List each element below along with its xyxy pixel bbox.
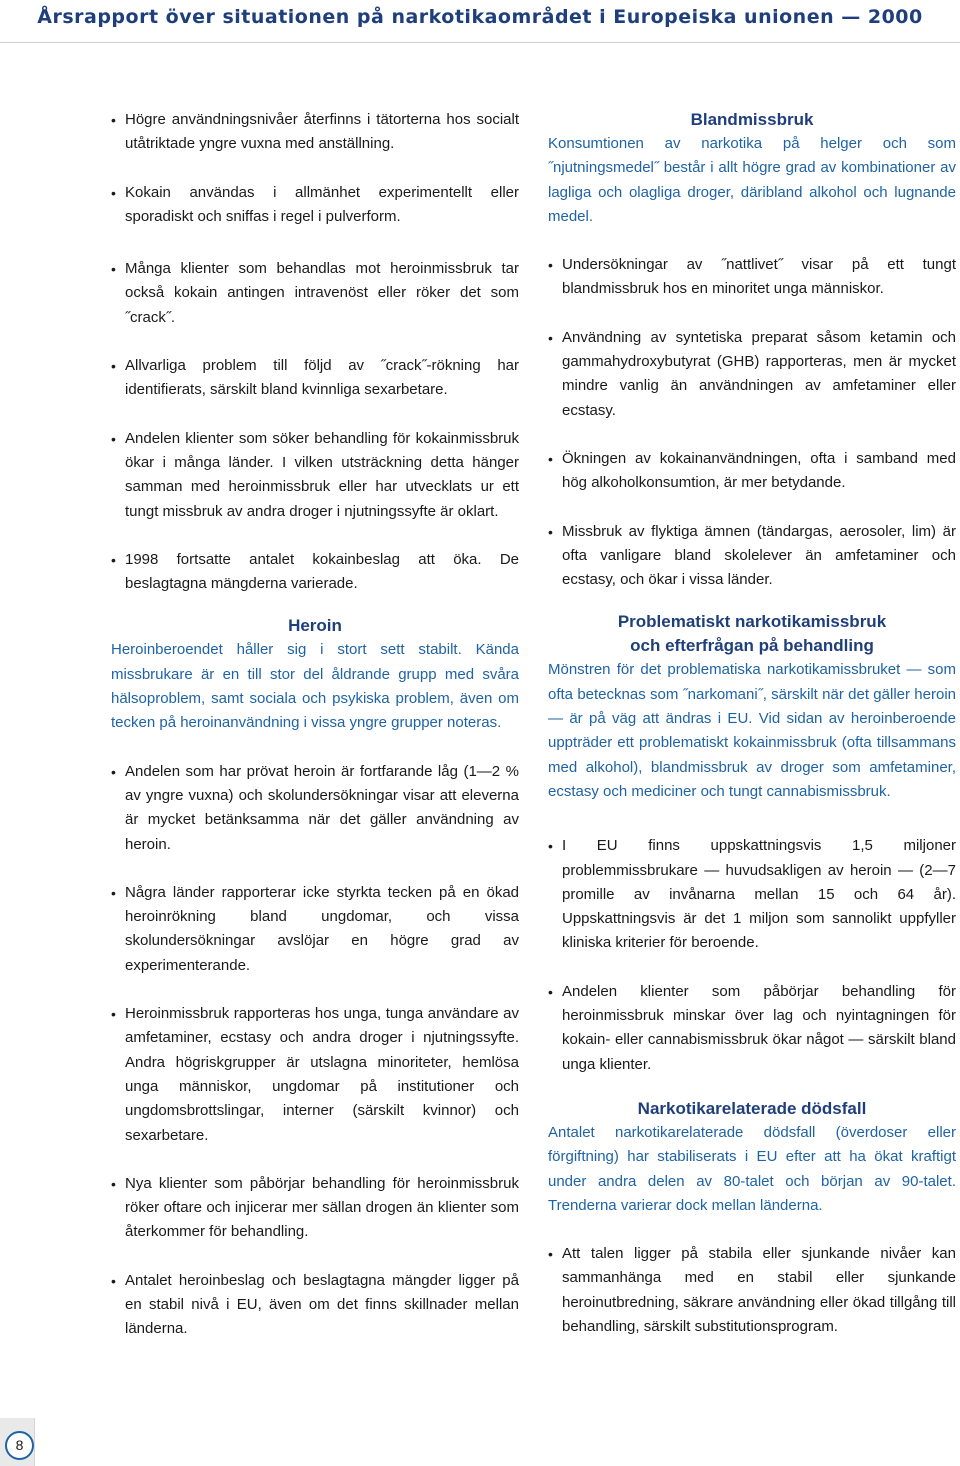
bullet-icon: • [111,358,116,375]
bullet-text: Allvarliga problem till följd av ˝crack˝-rökning har identifierats, särskilt bland kvinnliga sexarbetare. [125,357,519,399]
bullet-icon: • [111,551,116,568]
bullet-icon: • [548,257,553,274]
bullet-text: Andelen klienter som söker behandling för kokainmissbruk ökar i många länder. I vilken utsträckning detta hänger samman med heroinmissbruk eller har utvecklats ur ett tungt missbruk av andra droger i njutningssyfte är oklart. [125,429,519,520]
section-lead-heroin: Heroinberoendet håller sig i stort sett stabilt. Kända missbrukare är en till stor del åldrande grupp med svåra hälsoproblem, samt sociala och psykiska problem, även om tecken på heroinanvändning i vissa yngre grupper noteras. [111,641,519,732]
section-title-line: och efterfrågan på behandling [630,636,874,656]
bullet-text: Användning av syntetiska preparat såsom ketamin och gammahydroxybutyrat (GHB) rapporteras, men är mycket mindre vanlig än användningen av amfetaminer eller ecstasy. [562,328,956,419]
left-column [111,108,519,1366]
list-item [548,520,956,593]
list-item [548,1242,956,1339]
bullet-text: Att talen ligger på stabila eller sjunkande nivåer kan sammanhänga med en stabil eller sjunkande heroinutbredning, säkrare användning eller ökad tillgång till behandling, särskilt substitutionsprogram. [562,1245,956,1335]
section-title-problematiskt [548,610,956,658]
bullet-icon: • [548,1246,553,1263]
bullet-icon: • [548,838,553,855]
right-column [548,108,956,1363]
bullet-text: I EU finns uppskattningsvis 1,5 miljoner problemmissbrukare — huvudsakligen av heroin — (2—7 promille av invånarna mellan 15 och 64 år). Uppskattningsvis är det 1 miljon som sannolikt uppfyller kliniska kriterier för beroende. [562,837,956,952]
section-title-heroin: Heroin [288,616,342,636]
bullet-icon: • [548,523,553,540]
bullet-text: Många klienter som behandlas mot heroinmissbruk tar också kokain antingen intravenöst eller röker det som ˝crack˝. [125,260,519,326]
bullet-icon: • [111,1006,116,1023]
list-item [548,326,956,423]
section-title-blandmissbruk: Blandmissbruk [690,110,814,129]
bullet-icon: • [111,1272,116,1289]
list-item [548,834,956,955]
section-lead-blandmissbruk: Konsumtionen av narkotika på helger och som ˝njutningsmedel˝ består i allt högre grad av kombinationer av lagliga och olagliga droger, däribland alkohol och lugnande medel. [548,135,956,225]
bullet-text: Högre användningsnivåer återfinns i tätorterna hos socialt utåtriktade yngre vuxna med anställning. [125,111,519,153]
bullet-text: Missbruk av flyktiga ämnen (tändargas, aerosoler, lim) är ofta vanligare bland skolelever än amfetaminer och ecstasy, och ökar i vissa länder. [562,522,956,589]
bullet-text: Undersökningar av ˝nattlivet˝ visar på ett tungt blandmissbruk hos en minoritet unga människor. [562,256,956,298]
report-title: Årsrapport över situationen på narkotikaområdet i Europeiska unionen — 2000 [37,6,923,28]
list-item [548,447,956,496]
list-item [548,980,956,1077]
list-item [111,108,519,157]
bullet-text: Ökningen av kokainanvändningen, ofta i samband med hög alkoholkonsumtion, är mer betydande. [562,449,956,492]
bullet-icon: • [548,450,553,467]
page-number: 8 [5,1431,34,1460]
list-item [111,760,519,857]
list-item [111,548,519,597]
list-item [111,1172,519,1245]
bullet-icon: • [111,763,116,780]
bullet-text: Andelen som har prövat heroin är fortfarande låg (1—2 % av yngre vuxna) och skolundersökningar visar att eleverna är mycket betänksamma när det gäller användning av heroin. [125,762,519,853]
list-item [111,257,519,330]
bullet-text: Några länder rapporterar icke styrkta tecken på en ökad heroinrökning bland ungdomar, och vissa skolundersökningar avslöjar en högre grad av experimenterande. [125,883,519,974]
section-lead-problematiskt: Mönstren för det problematiska narkotikamissbruket — som ofta betecknas som ˝narkomani˝, särskilt när det gäller heroin — är på väg att ändras i EU. Vid sidan av heroinberoende uppträder ett problematiskt kokainmissbruk (ofta tillsammans med alkohol), blandmissbruk av droger som amfetaminer, ecstasy och mediciner och tungt cannabismissbruk. [548,661,956,800]
bullet-icon: • [111,1175,116,1192]
list-item [111,354,519,403]
list-item [111,1269,519,1342]
list-item [111,1002,519,1148]
bullet-text: Kokain användas i allmänhet experimentellt eller sporadiskt och sniffas i regel i pulverform. [125,183,519,225]
list-item [548,253,956,302]
bullet-text: Andelen klienter som påbörjar behandling för heroinmissbruk minskar över lag och nyintagningen för kokain- eller cannabismissbruk ökar något — särskilt bland unga klienter. [562,982,956,1073]
bullet-icon: • [111,261,116,278]
bullet-text: Heroinmissbruk rapporteras hos unga, tunga användare av amfetaminer, ecstasy och andra droger i njutningssyfte. Andra högriskgrupper är utslagna minoriteter, hemlösa unga människor, ungdomar på institutioner och ungdomsbrottslingar, interner (särskilt kvinnor) och sexarbetare. [125,1005,519,1144]
bullet-text: Antalet heroinbeslag och beslagtagna mängder ligger på en stabil nivå i EU, även om det finns skillnader mellan länderna. [125,1271,519,1338]
bullet-icon: • [548,983,553,1000]
list-item [111,881,519,978]
bullet-text: 1998 fortsatte antalet kokainbeslag att öka. De beslagtagna mängderna varierade. [125,550,519,593]
section-title-dodsfall: Narkotikarelaterade dödsfall [637,1098,867,1118]
bullet-icon: • [111,430,116,447]
bullet-text: Nya klienter som påbörjar behandling för heroinmissbruk röker oftare och injicerar mer sällan drogen än klienter som återkommer för behandling. [125,1174,519,1241]
list-item [111,427,519,524]
list-item [111,181,519,230]
bullet-icon: • [548,329,553,346]
bullet-icon: • [111,184,116,201]
page-header [0,0,960,43]
section-lead-dodsfall: Antalet narkotikarelaterade dödsfall (överdoser eller förgiftning) har stabiliserats i EU efter att ha ökat kraftigt under andra delen av 80-talet och början av 90-talet. Trenderna varierar dock mellan länderna. [548,1123,956,1214]
bullet-icon: • [111,112,116,128]
bullet-icon: • [111,884,116,901]
section-title-line: Problematiskt narkotikamissbruk [617,612,887,632]
